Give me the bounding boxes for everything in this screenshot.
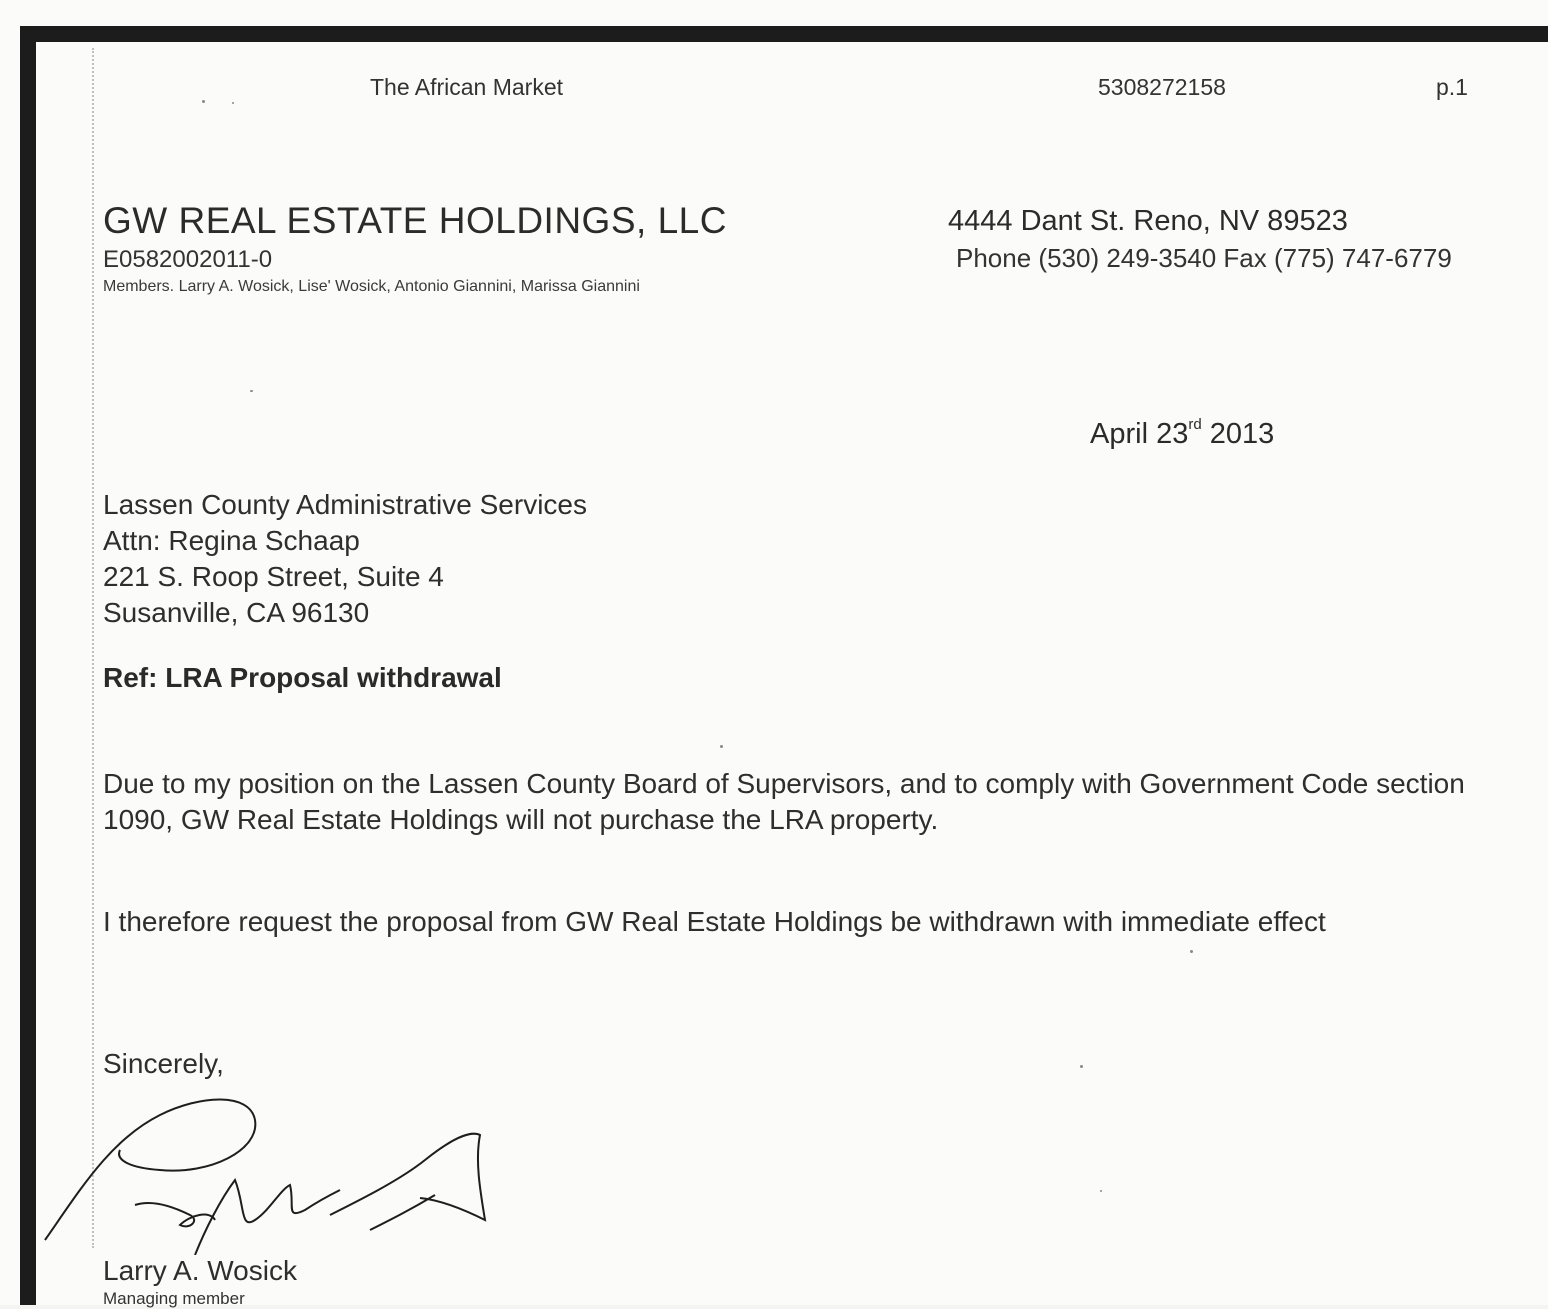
scan-speck: [202, 100, 205, 103]
scan-margin-noise: [92, 48, 98, 1248]
scan-speck: [250, 390, 253, 392]
company-contact: Phone (530) 249-3540 Fax (775) 747-6779: [956, 243, 1452, 273]
company-address: 4444 Dant St. Reno, NV 89523: [948, 205, 1348, 237]
recipient-address: [103, 487, 587, 631]
date-suffix: rd: [1188, 416, 1202, 433]
body-paragraph: I therefore request the proposal from GW Real Estate Holdings be withdrawn with immediate effect: [103, 906, 1326, 937]
body-paragraph: Due to my position on the Lassen County Board of Supervisors, and to comply with Government Code section 1090, GW Real Estate Holdings will not purchase the LRA property.: [103, 768, 1465, 835]
scan-speck: [720, 745, 723, 748]
fax-page-number: p.1: [1436, 74, 1468, 100]
company-id: E0582002011-0: [103, 246, 273, 273]
date-year: 2013: [1201, 418, 1275, 450]
recipient-line: Lassen County Administrative Services: [103, 489, 587, 520]
signer-title: Managing member: [103, 1289, 245, 1308]
handwritten-signature: [40, 1080, 510, 1255]
scan-edge-left: [20, 26, 36, 1305]
scan-edge-top: [20, 26, 1548, 42]
scan-speck: [1080, 1065, 1083, 1068]
scan-speck: [232, 102, 234, 104]
fax-sender: The African Market: [370, 74, 564, 100]
signer-name: Larry A. Wosick: [103, 1255, 297, 1286]
scan-speck: [1190, 950, 1193, 953]
recipient-line: Attn: Regina Schaap: [103, 525, 360, 556]
company-name: GW REAL ESTATE HOLDINGS, LLC: [103, 200, 727, 241]
scan-speck: [1100, 1190, 1102, 1192]
company-members: Members. Larry A. Wosick, Lise' Wosick, Antonio Giannini, Marissa Giannini: [103, 278, 640, 295]
recipient-line: Susanville, CA 96130: [103, 597, 370, 628]
date-month-day: April 23: [1090, 418, 1189, 450]
reference-line: Ref: LRA Proposal withdrawal: [103, 662, 502, 693]
closing: Sincerely,: [103, 1048, 224, 1079]
letter-date: [1090, 416, 1274, 451]
recipient-line: 221 S. Roop Street, Suite 4: [103, 561, 444, 592]
fax-number: 5308272158: [1098, 74, 1226, 100]
